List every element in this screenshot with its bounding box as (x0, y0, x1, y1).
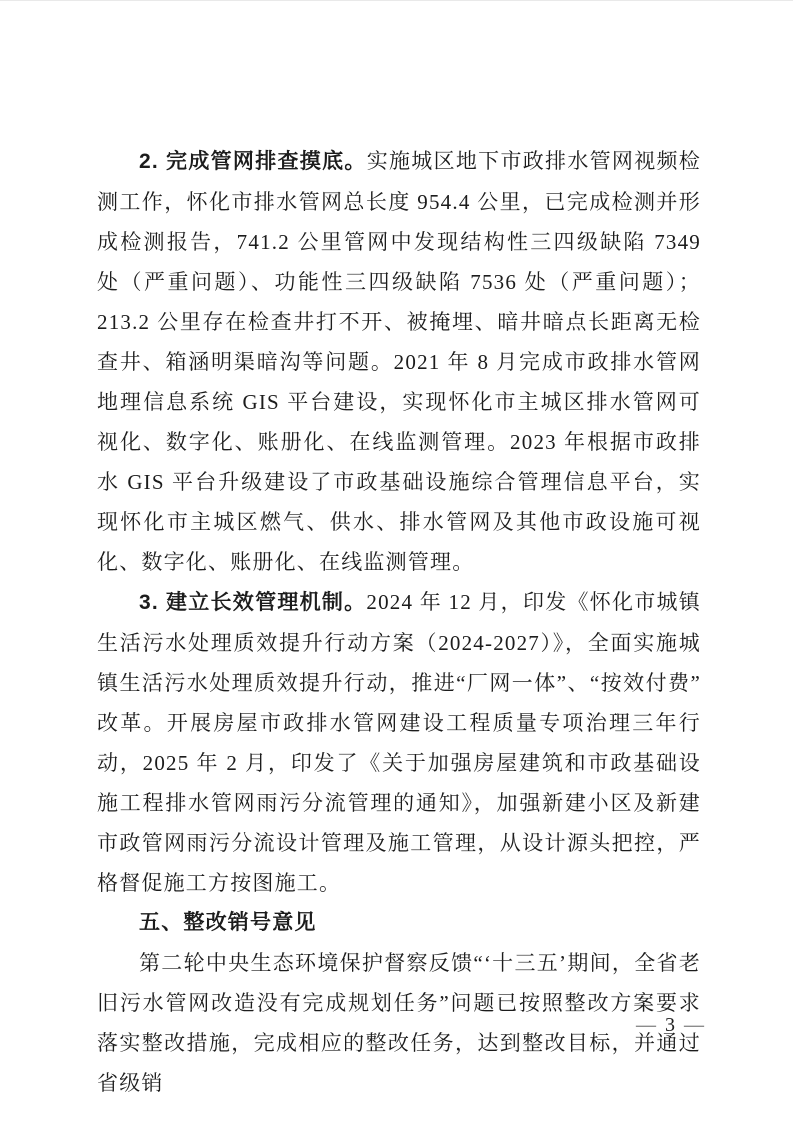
page-number-dash-left: — (636, 1014, 657, 1036)
paragraph-item-2-lead: 2. 完成管网排查摸底。 (139, 150, 367, 173)
paragraph-item-2-text: 实施城区地下市政排水管网视频检测工作，怀化市排水管网总长度 954.4 公里，已完成检测并形成检测报告，741.2 公里管网中发现结构性三四级缺陷 7349 处（严重问题）、功能性三四级缺陷 7536 处（严重问题）；213.2 公里存在检查井打不开、被掩埋、暗井暗点长距离无检查井、箱涵明渠暗沟等问题。2021 年 8 月完成市政排水管网地理信息系统 GIS 平台建设，实现怀化市主城区排水管网可视化、数字化、账册化、在线监测管理。2023 年根据市政排水 GIS 平台升级建设了市政基础设施综合管理信息平台，实现怀化市主城区燃气、供水、排水管网及其他市政设施可视化、数字化、账册化、在线监测管理。 (97, 149, 701, 574)
section-heading-five: 五、整改销号意见 (139, 911, 317, 934)
document-body (97, 141, 701, 1103)
paragraph-closing: 第二轮中央生态环境保护督察反馈“‘十三五’期间，全省老旧污水管网改造没有完成规划任务”问题已按照整改方案要求落实整改措施，完成相应的整改任务，达到整改目标，并通过省级销 (97, 951, 701, 1095)
page-number-dash-right: — (684, 1014, 705, 1036)
paragraph-item-3-lead: 3. 建立长效管理机制。 (139, 591, 367, 614)
paragraph-item-3-text: 2024 年 12 月，印发《怀化市城镇生活污水处理质效提升行动方案（2024-2027）》，全面实施城镇生活污水处理质效提升行动，推进“厂网一体”、“按效付费”改革。开展房屋市政排水管网建设工程质量专项治理三年行动，2025 年 2 月，印发了《关于加强房屋建筑和市政基础设施工程排水管网雨污分流管理的通知》，加强新建小区及新建市政管网雨污分流设计管理及施工管理，从设计源头把控，严格督促施工方按图施工。 (97, 590, 702, 895)
page-number (636, 1011, 705, 1039)
page-number-value: 3 (665, 1014, 676, 1036)
paragraph-item-3 (97, 582, 701, 903)
paragraph-item-2 (97, 141, 701, 582)
